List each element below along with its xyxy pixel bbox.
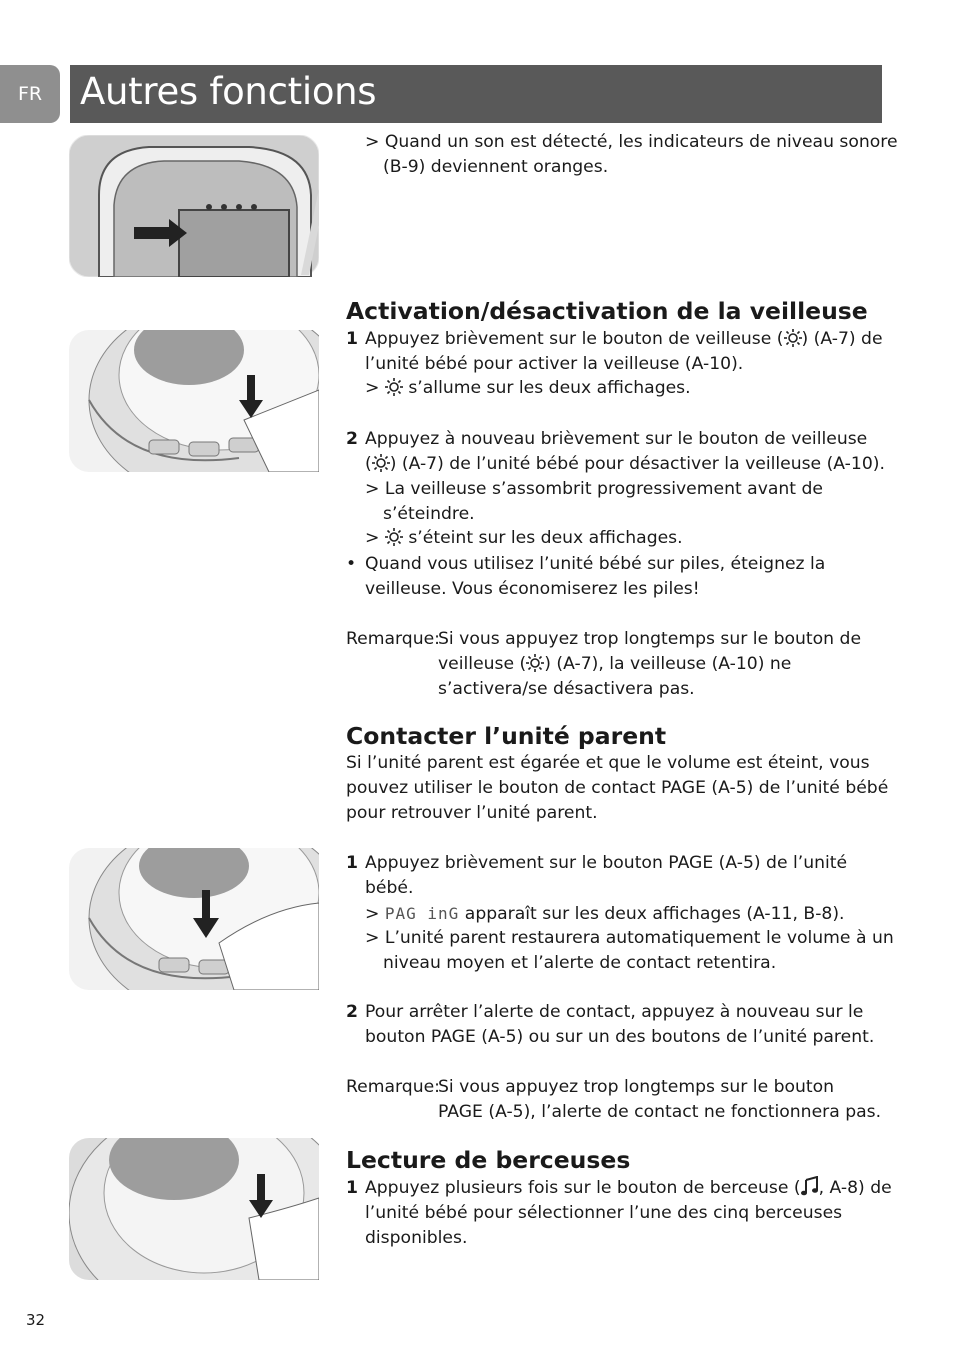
music-note-icon <box>801 1176 819 1196</box>
intro-line: (B-9) deviennent oranges. <box>383 157 609 177</box>
step-number: 1 <box>346 329 358 349</box>
paragraph-line: Si l’unité parent est égarée et que le volume est éteint, vous <box>346 753 870 773</box>
section-heading: Lecture de berceuses <box>346 1146 631 1174</box>
language-label: FR <box>18 83 43 105</box>
note-text: Si vous appuyez trop longtemps sur le bouton <box>438 1077 835 1097</box>
nightlight-icon <box>784 329 802 347</box>
lcd-paging-text: PAG inG <box>384 904 460 923</box>
step-number: 2 <box>346 429 358 449</box>
step-number: 1 <box>346 853 358 873</box>
step-text: bébé. <box>365 878 414 898</box>
step-text: ( ) (A-7) de l’unité bébé pour désactiver la veilleuse (A-10). <box>365 454 885 474</box>
language-tab <box>0 65 60 123</box>
result-line: > L’unité parent restaurera automatiquement le volume à un <box>365 928 894 948</box>
device-top-illustration <box>69 135 319 277</box>
step-text: Appuyez plusieurs fois sur le bouton de berceuse ( , A-8) de <box>365 1178 892 1198</box>
step-text: bouton PAGE (A-5) ou sur un des boutons de l’unité parent. <box>365 1027 875 1047</box>
section-heading: Activation/désactivation de la veilleuse <box>346 297 868 325</box>
nightlight-icon <box>385 378 403 396</box>
note-label: Remarque: <box>346 629 440 649</box>
paragraph-line: pouvez utiliser le bouton de contact PAGE (A-5) de l’unité bébé <box>346 778 889 798</box>
note-text: PAGE (A-5), l’alerte de contact ne fonctionnera pas. <box>438 1102 882 1122</box>
nightlight-icon <box>526 654 544 672</box>
bullet-text: Quand vous utilisez l’unité bébé sur piles, éteignez la <box>365 554 826 574</box>
result-line: s’éteindre. <box>383 504 475 524</box>
step-number: 2 <box>346 1002 358 1022</box>
step-text: l’unité bébé pour sélectionner l’une des cinq berceuses <box>365 1203 843 1223</box>
step-text: Pour arrêter l’alerte de contact, appuyez à nouveau sur le <box>365 1002 864 1022</box>
step-text: Appuyez brièvement sur le bouton PAGE (A-5) de l’unité <box>365 853 848 873</box>
paragraph-line: pour retrouver l’unité parent. <box>346 803 598 823</box>
step-text: Appuyez à nouveau brièvement sur le bouton de veilleuse <box>365 429 868 449</box>
note-label: Remarque: <box>346 1077 440 1097</box>
page-number: 32 <box>26 1311 46 1329</box>
page-title: Autres fonctions <box>80 70 377 113</box>
header-bar <box>70 65 882 123</box>
section-heading: Contacter l’unité parent <box>346 722 667 750</box>
result-line: niveau moyen et l’alerte de contact retentira. <box>383 953 777 973</box>
nightlight-icon <box>385 528 403 546</box>
step-text: l’unité bébé pour activer la veilleuse (A-10). <box>365 354 744 374</box>
lullaby-button-illustration <box>69 1138 319 1280</box>
note-text: veilleuse ( ) (A-7), la veilleuse (A-10) ne <box>438 654 792 674</box>
result-line: > s’éteint sur les deux affichages. <box>365 528 683 548</box>
step-number: 1 <box>346 1178 358 1198</box>
result-line: > PAG inG apparaît sur les deux affichages (A-11, B-8). <box>365 904 845 924</box>
note-text: s’activera/se désactivera pas. <box>438 679 695 699</box>
nightlight-button-illustration <box>69 330 319 472</box>
intro-line: > Quand un son est détecté, les indicateurs de niveau sonore <box>365 132 898 152</box>
step-text: disponibles. <box>365 1228 468 1248</box>
result-line: > La veilleuse s’assombrit progressivement avant de <box>365 479 823 499</box>
note-text: Si vous appuyez trop longtemps sur le bouton de <box>438 629 862 649</box>
bullet-text: veilleuse. Vous économiserez les piles! <box>365 579 700 599</box>
page-button-illustration <box>69 848 319 990</box>
result-line: > s’allume sur les deux affichages. <box>365 378 691 398</box>
bullet-icon: • <box>346 554 357 574</box>
step-text: Appuyez brièvement sur le bouton de veilleuse ( ) (A-7) de <box>365 329 883 349</box>
nightlight-icon <box>372 454 390 472</box>
